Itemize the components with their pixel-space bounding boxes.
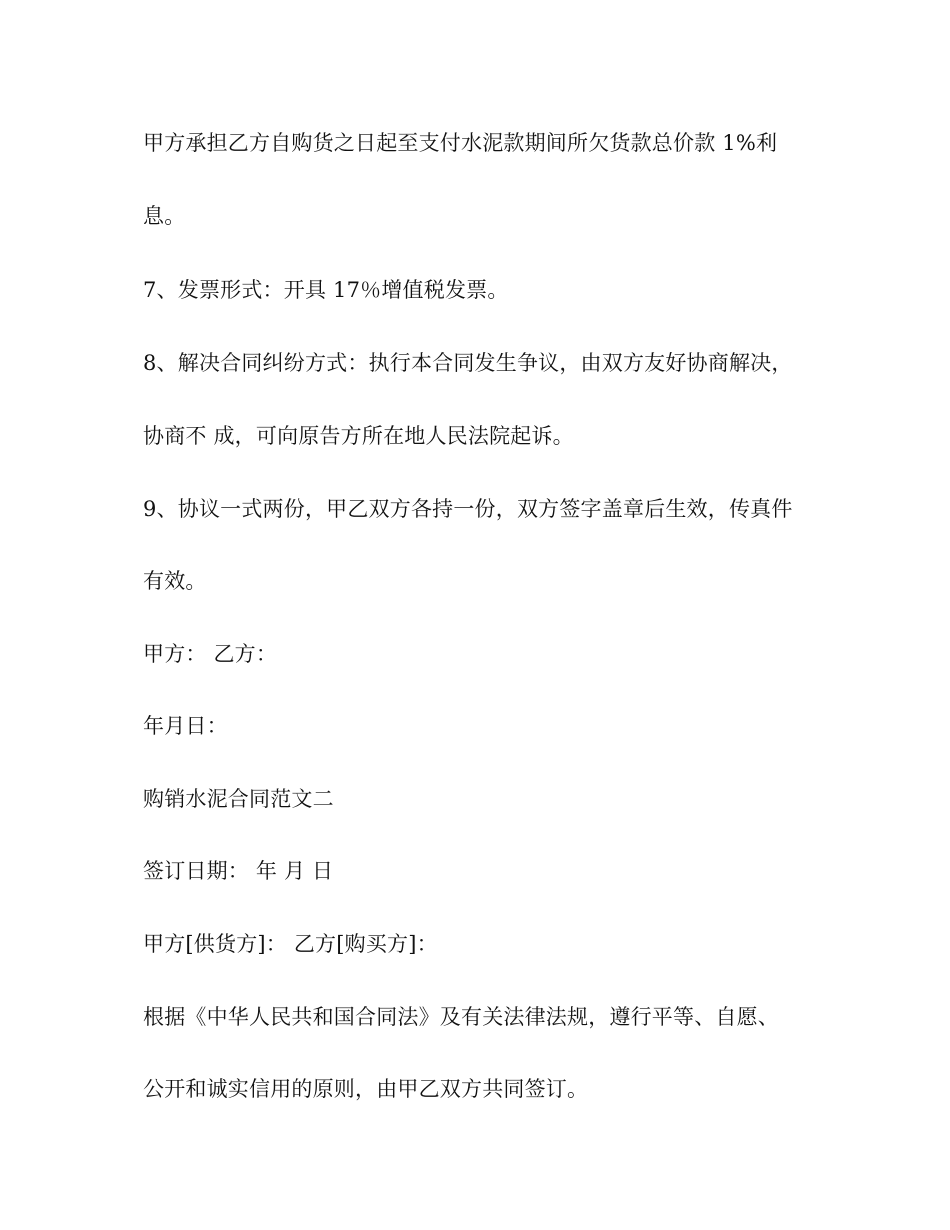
text-line-signing-date: 签订日期： 年 月 日 bbox=[143, 859, 334, 883]
section-title-sample-two: 购销水泥合同范文二 bbox=[143, 787, 334, 811]
text-line-supplier-buyer: 甲方[供货方]： 乙方[购买方]： bbox=[143, 932, 438, 956]
text-line-legal-basis: 根据《中华人民共和国合同法》及有关法律法规，遵行平等、自愿、 bbox=[143, 1005, 779, 1029]
text-line-parties: 甲方： 乙方： bbox=[143, 642, 278, 666]
text-line-agreement-copies-end: 有效。 bbox=[143, 569, 207, 593]
text-line-interest-clause: 甲方承担乙方自购货之日起至支付水泥款期间所欠货款总价款 1%利 bbox=[143, 131, 778, 155]
text-line-date: 年月日： bbox=[143, 714, 228, 738]
text-line-interest-clause-end: 息。 bbox=[143, 204, 186, 228]
text-line-dispute-resolution: 8、解决合同纠纷方式：执行本合同发生争议，由双方友好协商解决， bbox=[143, 351, 793, 375]
text-line-agreement-copies: 9、协议一式两份，甲乙双方各持一份，双方签字盖章后生效，传真件 bbox=[143, 497, 793, 521]
text-line-dispute-resolution-end: 协商不 成，可向原告方所在地人民法院起诉。 bbox=[143, 424, 574, 448]
text-line-legal-basis-end: 公开和诚实信用的原则，由甲乙双方共同签订。 bbox=[143, 1077, 589, 1101]
text-line-invoice-form: 7、发票形式：开具 17％增值税发票。 bbox=[143, 278, 509, 302]
